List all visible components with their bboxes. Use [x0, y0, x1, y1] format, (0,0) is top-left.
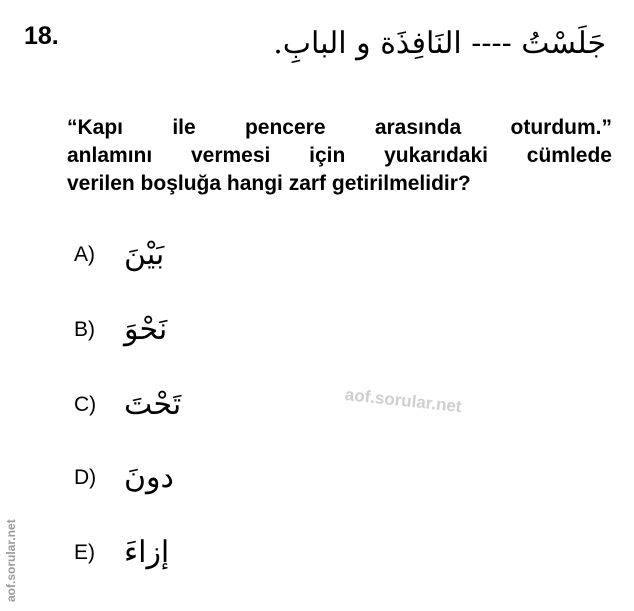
stem-line: verilen boşluğa hangi zarf getirilmelidir? — [67, 172, 471, 195]
stem-line: anlamını vermesi için yukarıdaki cümlede — [67, 144, 612, 167]
option-c[interactable] — [74, 387, 274, 443]
option-letter: A) — [74, 243, 95, 266]
option-text: بَيْنَ — [124, 237, 165, 272]
option-d[interactable] — [74, 460, 274, 516]
stem-line: “Kapı ile pencere arasında oturdum.” — [67, 116, 612, 139]
option-text: نَحْوَ — [124, 312, 168, 347]
option-text: إزاءَ — [124, 535, 170, 570]
question-stem — [67, 114, 612, 198]
option-b[interactable] — [74, 312, 274, 368]
option-text: دونَ — [124, 460, 174, 495]
option-letter: D) — [74, 466, 97, 489]
watermark: aof.sorular.net — [344, 385, 463, 417]
option-text: تَحْتَ — [124, 387, 182, 422]
option-letter: C) — [74, 393, 97, 416]
option-e[interactable] — [74, 535, 274, 591]
side-watermark: aof.sorular.net — [4, 519, 18, 602]
arabic-sentence: جَلَسْتُ ---- النَافِذَة و البابِ. — [273, 26, 606, 61]
option-a[interactable] — [74, 237, 274, 293]
option-letter: E) — [74, 541, 95, 564]
option-letter: B) — [74, 318, 95, 341]
question-number: 18. — [24, 22, 59, 50]
